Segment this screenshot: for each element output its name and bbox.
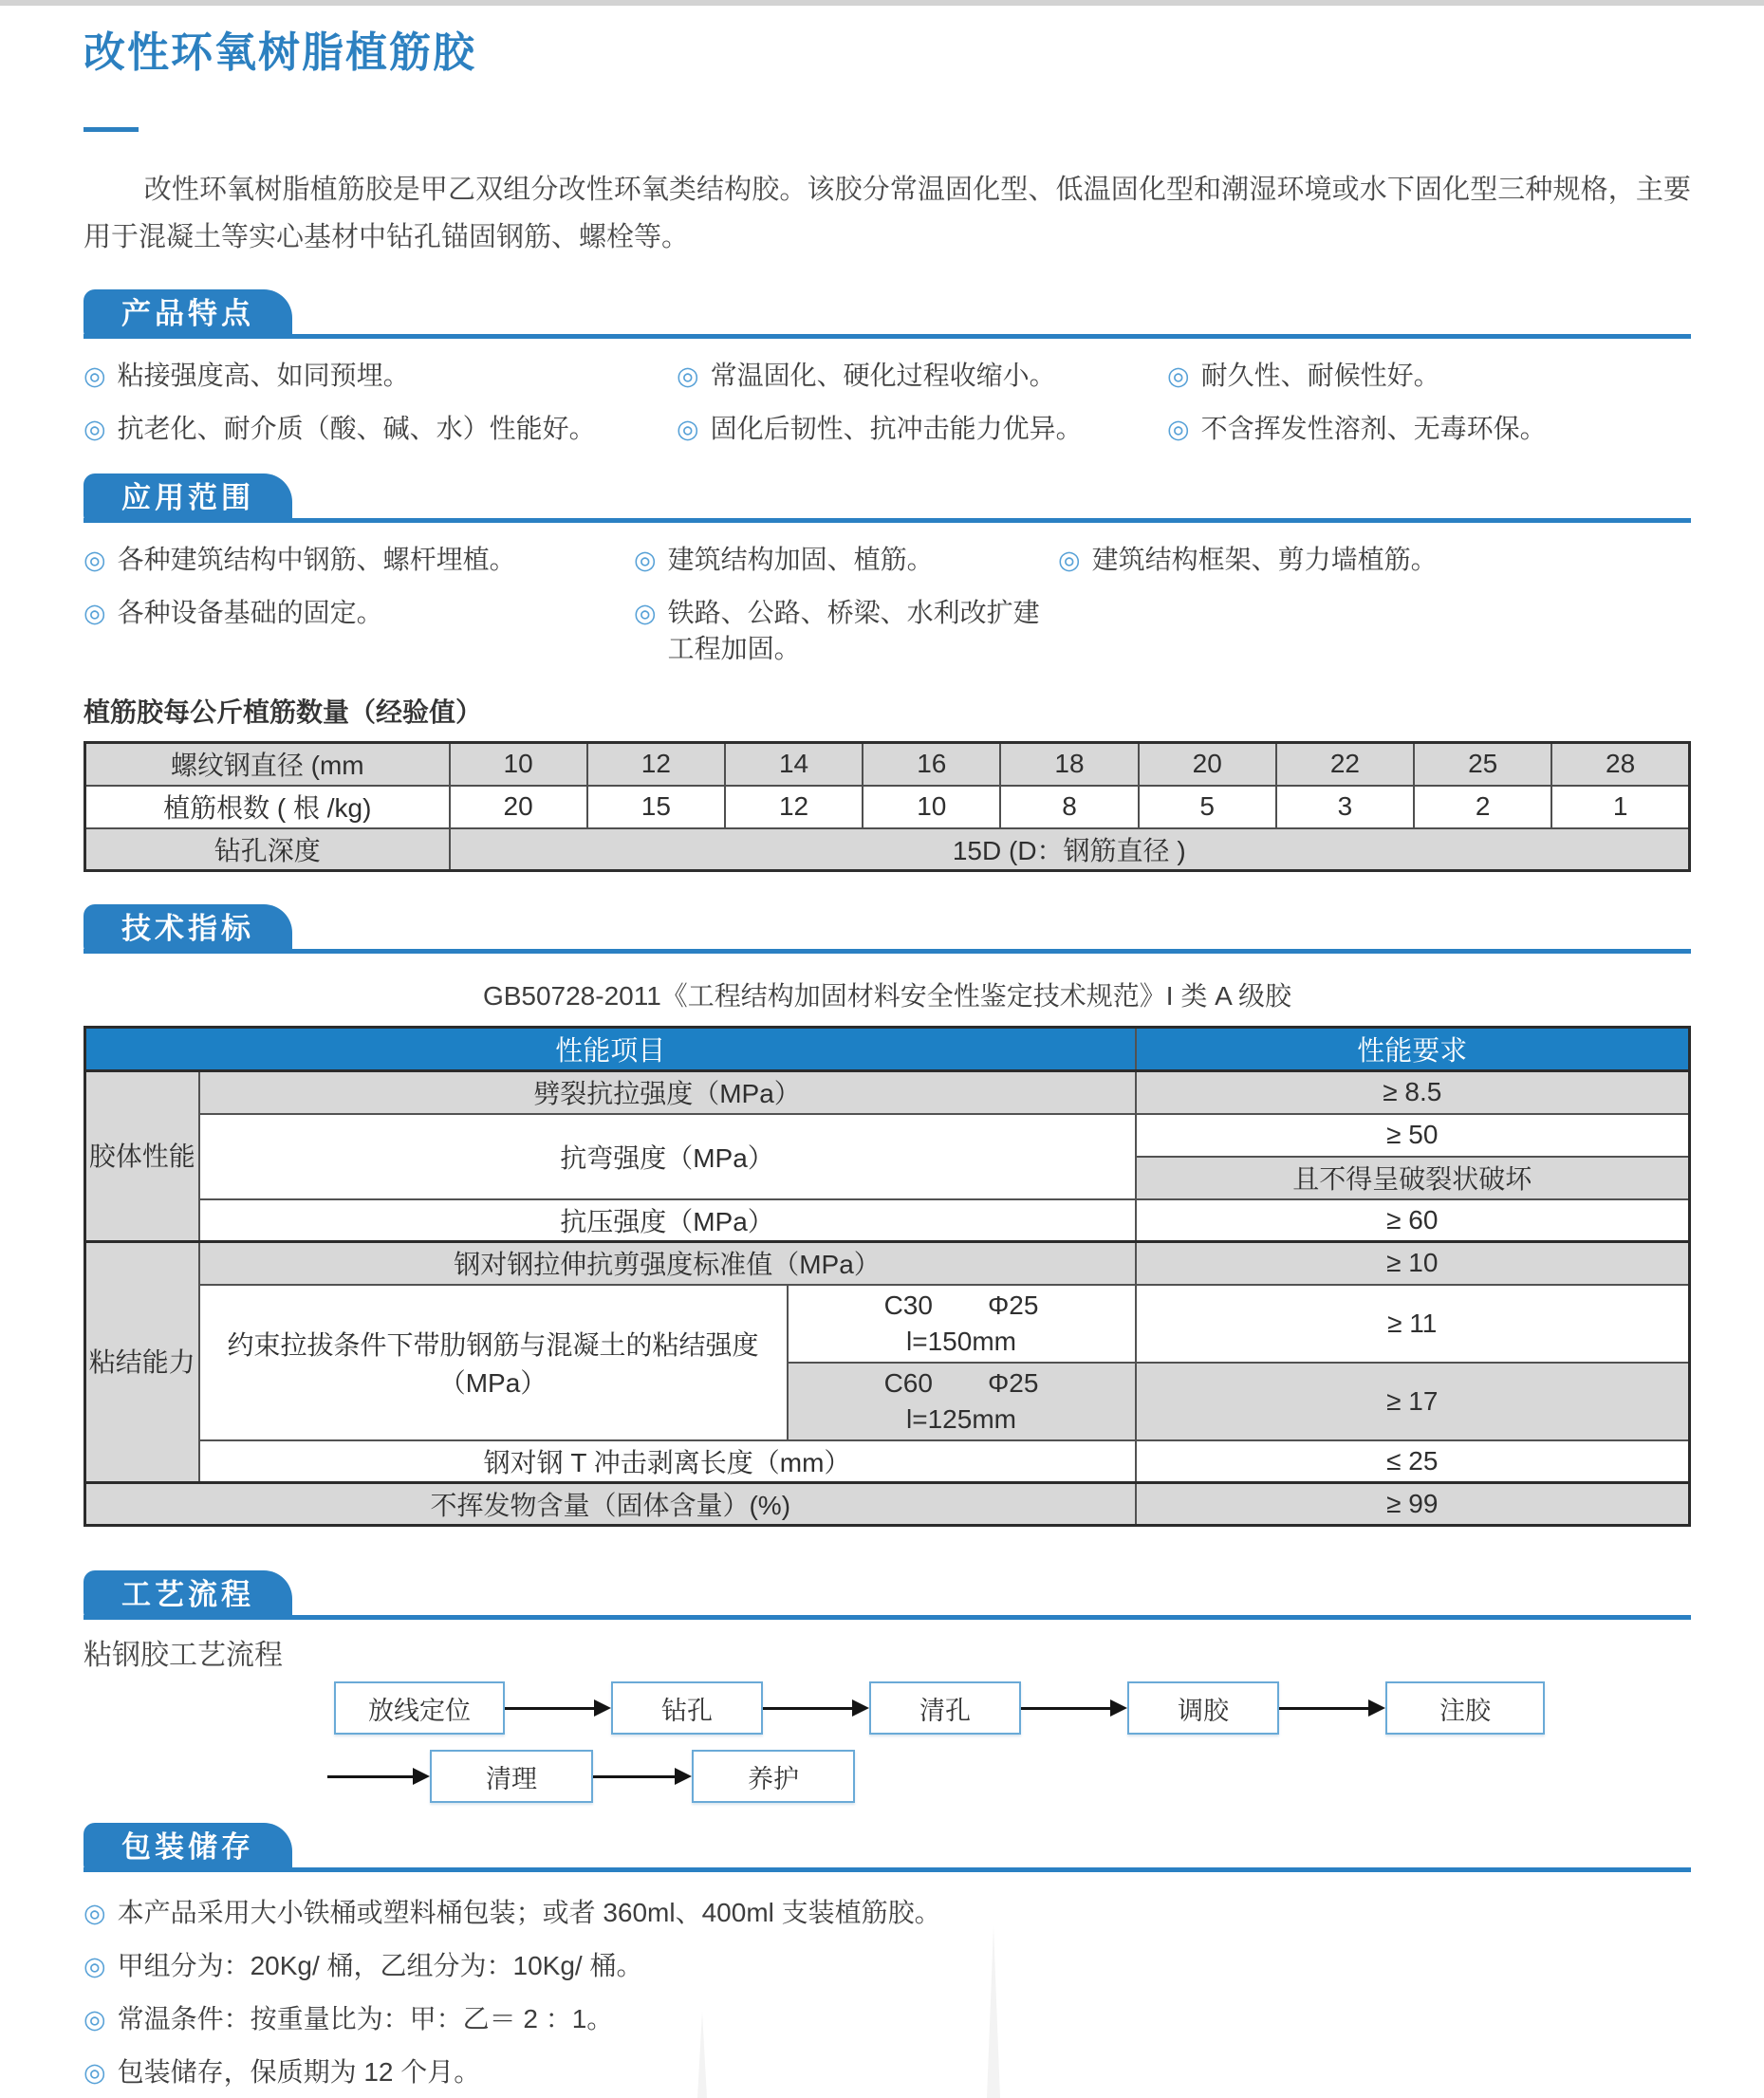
features-heading-badge: 产品特点	[84, 289, 292, 339]
packaging-text: 常温条件：按重量比为：甲：乙＝ 2 ：1。	[117, 2004, 614, 2033]
bending-req-note-cell: 且不得呈破裂状破坏	[1136, 1157, 1690, 1199]
rebar-count-cell: 1	[1551, 786, 1689, 828]
flow-step-box: 放线定位	[334, 1681, 505, 1735]
application-text: 各种设备基础的固定。	[117, 598, 383, 627]
ring-bullet-icon: ◎	[84, 2058, 106, 2087]
rebar-diameter-cell: 14	[725, 743, 863, 786]
application-item	[84, 595, 634, 667]
bond-c30-condition-cell	[788, 1285, 1136, 1363]
section-rule	[84, 949, 1691, 954]
application-text: 铁路、公路、桥梁、水利改扩建工程加固。	[667, 598, 1040, 663]
packaging-heading-badge: 包装储存	[84, 1823, 292, 1872]
compressive-row	[85, 1199, 1690, 1242]
ring-bullet-icon: ◎	[84, 2005, 106, 2033]
section-rule	[84, 1615, 1691, 1620]
section-header-tech	[84, 904, 1691, 954]
intro-paragraph: 改性环氧树脂植筋胶是甲乙双组分改性环氧类结构胶。该胶分常温固化型、低温固化型和潮湿环境或水下固化型三种规格，主要用于混凝土等实心基材中钻孔锚固钢筋、螺栓等。	[84, 175, 1691, 252]
flow-step-box: 养护	[692, 1750, 855, 1803]
flow-arrow-icon	[327, 1768, 430, 1785]
page-top-edge	[0, 0, 1764, 6]
bending-req-cell: ≥ 50	[1136, 1114, 1690, 1157]
rebar-count-cell: 15	[587, 786, 725, 828]
process-subtitle: 粘钢胶工艺流程	[84, 1640, 283, 1671]
feature-item	[1167, 358, 1691, 394]
drill-depth-label-cell: 钻孔深度	[85, 828, 450, 871]
feature-item	[677, 358, 1167, 394]
flow-arrow-icon	[1021, 1699, 1127, 1717]
flow-step-box: 注胶	[1385, 1681, 1545, 1735]
peel-label-cell: 钢对钢 T 冲击剥离长度（mm）	[199, 1440, 1136, 1483]
section-rule	[84, 518, 1691, 523]
title-underline	[84, 127, 139, 132]
flow-step-box: 清理	[430, 1750, 593, 1803]
packaging-item	[84, 2001, 1691, 2037]
section-header-applications	[84, 473, 1691, 523]
process-heading-badge: 工艺流程	[84, 1570, 292, 1620]
rebar-table-caption: 植筋胶每公斤植筋数量（经验值）	[84, 697, 483, 727]
spec-table	[84, 1026, 1691, 1527]
packaging-text: 甲组分为：20Kg/ 桶，乙组分为：10Kg/ 桶。	[117, 1951, 643, 1980]
ring-bullet-icon: ◎	[677, 362, 699, 390]
ring-bullet-icon: ◎	[84, 1899, 106, 1927]
compressive-label-cell: 抗压强度（MPa）	[199, 1199, 1136, 1242]
nonvolatile-req-cell: ≥ 99	[1136, 1483, 1690, 1526]
rebar-count-row	[85, 786, 1690, 828]
flow-step-box: 调胶	[1127, 1681, 1279, 1735]
bond-c30-length: l=150mm	[906, 1326, 1016, 1356]
rebar-count-cell: 12	[725, 786, 863, 828]
rebar-count-cell: 10	[863, 786, 1000, 828]
feature-item	[84, 358, 677, 394]
flow-arrow-icon	[593, 1768, 692, 1785]
bending-label-cell: 抗弯强度（MPa）	[199, 1114, 1136, 1199]
application-item	[634, 595, 1058, 667]
rebar-diameter-label-cell: 螺纹钢直径 (mm	[85, 743, 450, 786]
rebar-diameter-cell: 10	[450, 743, 587, 786]
feature-item	[84, 411, 677, 447]
spec-header-row	[85, 1028, 1690, 1071]
application-item	[1058, 542, 1691, 578]
nonvolatile-row	[85, 1483, 1690, 1526]
feature-item	[1167, 411, 1691, 447]
rebar-diameter-cell: 16	[863, 743, 1000, 786]
shear-label-cell: 钢对钢拉伸抗剪强度标准值（MPa）	[199, 1242, 1136, 1285]
rebar-count-cell: 3	[1276, 786, 1414, 828]
application-text: 各种建筑结构中钢筋、螺杆埋植。	[117, 545, 516, 574]
application-item	[84, 542, 634, 578]
ring-bullet-icon: ◎	[84, 546, 106, 574]
flow-arrow-icon	[505, 1699, 611, 1717]
drill-depth-row	[85, 828, 1690, 871]
shear-req-cell: ≥ 10	[1136, 1242, 1690, 1285]
feature-text: 常温固化、硬化过程收缩小。	[710, 361, 1056, 390]
packaging-list	[84, 1895, 1691, 2090]
bond-c30-req-cell: ≥ 11	[1136, 1285, 1690, 1363]
section-header-packaging	[84, 1823, 1691, 1872]
packaging-text: 本产品采用大小铁桶或塑料桶包装；或者 360ml、400ml 支装植筋胶。	[117, 1898, 941, 1927]
rebar-count-cell: 5	[1139, 786, 1276, 828]
section-rule	[84, 334, 1691, 339]
packaging-item	[84, 1895, 1691, 1931]
ring-bullet-icon: ◎	[1167, 415, 1190, 443]
packaging-item	[84, 2054, 1691, 2090]
rebar-diameter-cell: 28	[1551, 743, 1689, 786]
ring-bullet-icon: ◎	[634, 599, 657, 627]
bond-c30-row	[85, 1285, 1690, 1363]
bond-c60-length: l=125mm	[906, 1403, 1016, 1434]
flow-step-box: 钻孔	[611, 1681, 763, 1735]
bond-c30-grade: C30	[883, 1290, 933, 1320]
feature-text: 耐久性、耐候性好。	[1200, 361, 1440, 390]
section-header-process	[84, 1570, 1691, 1620]
packaging-item	[84, 1948, 1691, 1984]
application-text: 建筑结构框架、剪力墙植筋。	[1091, 545, 1438, 574]
rebar-diameter-row	[85, 743, 1690, 786]
document-body	[0, 28, 1764, 2090]
bending-row	[85, 1114, 1690, 1157]
split-tensile-label-cell: 劈裂抗拉强度（MPa）	[199, 1071, 1136, 1114]
ring-bullet-icon: ◎	[677, 415, 699, 443]
peel-req-cell: ≤ 25	[1136, 1440, 1690, 1483]
split-tensile-req-cell: ≥ 8.5	[1136, 1071, 1690, 1114]
applications-list	[84, 542, 1691, 667]
peel-row	[85, 1440, 1690, 1483]
flow-arrow-icon	[763, 1699, 869, 1717]
ring-bullet-icon: ◎	[1167, 362, 1190, 390]
flow-step-box: 清孔	[869, 1681, 1021, 1735]
packaging-text: 包装储存，保质期为 12 个月。	[117, 2057, 481, 2087]
section-header-features	[84, 289, 1691, 339]
compressive-req-cell: ≥ 60	[1136, 1199, 1690, 1242]
group-body-cell: 胶体性能	[85, 1071, 199, 1242]
rebar-count-cell: 2	[1414, 786, 1551, 828]
process-flow-row-1	[334, 1680, 1691, 1736]
ring-bullet-icon: ◎	[84, 362, 106, 390]
bond-c60-phi: Φ25	[987, 1367, 1039, 1398]
bond-label-cell: 约束拉拔条件下带肋钢筋与混凝土的粘结强度（MPa）	[199, 1285, 788, 1440]
bond-c60-req-cell: ≥ 17	[1136, 1363, 1690, 1440]
page-title: 改性环氧树脂植筋胶	[84, 29, 476, 76]
rebar-count-table	[84, 741, 1691, 872]
spec-header-req-cell: 性能要求	[1136, 1028, 1690, 1071]
rebar-diameter-cell: 25	[1414, 743, 1551, 786]
shear-row	[85, 1242, 1690, 1285]
drill-depth-value-cell: 15D (D：钢筋直径 )	[450, 828, 1690, 871]
ring-bullet-icon: ◎	[84, 1952, 106, 1980]
spec-header-item-cell: 性能项目	[85, 1028, 1136, 1071]
application-text: 建筑结构加固、植筋。	[667, 545, 934, 574]
split-tensile-row	[85, 1071, 1690, 1114]
flow-arrow-icon	[1279, 1699, 1385, 1717]
feature-item	[677, 411, 1167, 447]
standard-note: GB50728-2011《工程结构加固材料安全性鉴定技术规范》I 类 A 级胶	[482, 981, 1292, 1011]
rebar-diameter-cell: 18	[1000, 743, 1138, 786]
ring-bullet-icon: ◎	[84, 415, 106, 443]
rebar-diameter-cell: 20	[1139, 743, 1276, 786]
bond-c60-grade: C60	[883, 1367, 933, 1398]
ring-bullet-icon: ◎	[84, 599, 106, 627]
application-item	[634, 542, 1058, 578]
rebar-diameter-cell: 12	[587, 743, 725, 786]
bond-c60-condition-cell	[788, 1363, 1136, 1440]
ring-bullet-icon: ◎	[1058, 546, 1081, 574]
rebar-count-cell: 8	[1000, 786, 1138, 828]
feature-text: 粘接强度高、如同预埋。	[117, 361, 410, 390]
section-rule	[84, 1867, 1691, 1872]
rebar-count-cell: 20	[450, 786, 587, 828]
group-bond-cell: 粘结能力	[85, 1242, 199, 1483]
process-flow-row-2	[327, 1749, 1691, 1804]
rebar-diameter-cell: 22	[1276, 743, 1414, 786]
rebar-count-label-cell: 植筋根数 ( 根 /kg)	[85, 786, 450, 828]
nonvolatile-label-cell: 不挥发物含量（固体含量）(%)	[85, 1483, 1136, 1526]
tech-heading-badge: 技术指标	[84, 904, 292, 954]
features-list	[84, 358, 1691, 447]
bond-c30-phi: Φ25	[987, 1290, 1039, 1320]
feature-text: 抗老化、耐介质（酸、碱、水）性能好。	[117, 414, 596, 443]
applications-heading-badge: 应用范围	[84, 473, 292, 523]
feature-text: 固化后韧性、抗冲击能力优异。	[710, 414, 1083, 443]
feature-text: 不含挥发性溶剂、无毒环保。	[1200, 414, 1547, 443]
ring-bullet-icon: ◎	[634, 546, 657, 574]
